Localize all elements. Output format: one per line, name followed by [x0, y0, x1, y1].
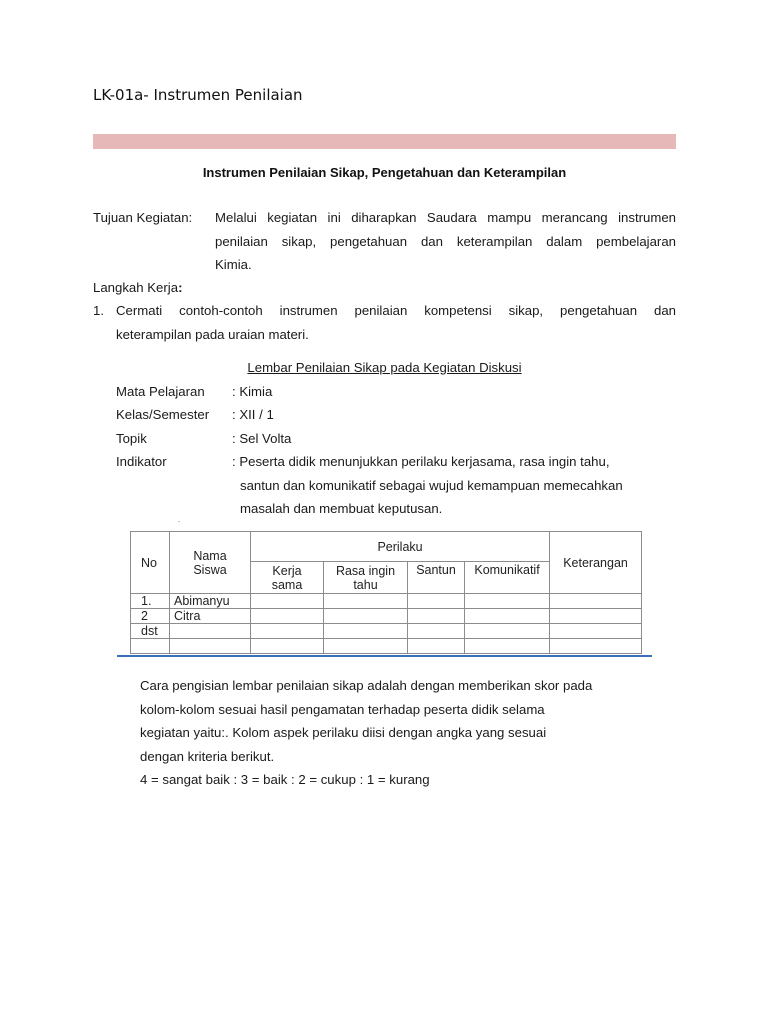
info-value-subject: : Kimia	[232, 384, 273, 399]
step-text	[116, 299, 676, 346]
cell-empty	[408, 609, 465, 624]
steps-label	[93, 276, 182, 300]
cell-empty	[324, 624, 408, 639]
col-teamwork	[251, 562, 324, 594]
col-no: No	[131, 532, 170, 594]
indicator-line: masalah dan membuat keputusan.	[240, 501, 443, 516]
note-line: kegiatan yaitu:. Kolom aspek perilaku diisi dengan angka yang sesuai	[140, 725, 547, 740]
col-name-line1: Nama	[193, 548, 227, 563]
info-label-indicator: Indikator	[116, 454, 167, 469]
section-title: Instrumen Penilaian Sikap, Pengetahuan dan Keterampilan	[202, 165, 567, 180]
col-teamwork-line1: Kerja	[272, 563, 302, 578]
cell-empty	[408, 624, 465, 639]
col-curiosity	[324, 562, 408, 594]
objective-line: Kimia.	[215, 257, 252, 272]
info-value-class: : XII / 1	[232, 407, 274, 422]
info-value-topic: : Sel Volta	[232, 431, 292, 446]
info-label-class: Kelas/Semester	[116, 407, 210, 422]
cell-empty	[324, 639, 408, 654]
cell-empty	[408, 639, 465, 654]
table-header-row	[131, 532, 642, 562]
attitude-table	[130, 531, 642, 654]
cell-empty	[251, 594, 324, 609]
step-line: Cermati contoh-contoh instrumen penilaian kompetensi sikap, pengetahuan dan	[116, 303, 676, 318]
col-politeness: Santun	[408, 562, 465, 594]
cell-empty	[465, 609, 550, 624]
cell-empty	[251, 609, 324, 624]
cell-name	[170, 639, 251, 654]
cell-empty	[550, 609, 642, 624]
col-remarks: Keterangan	[550, 532, 642, 594]
note-line: dengan kriteria berikut.	[140, 748, 275, 764]
info-label-subject: Mata Pelajaran	[116, 384, 205, 399]
col-name-line2: Siswa	[193, 562, 227, 577]
info-value-indicator	[232, 450, 672, 521]
cell-empty	[465, 624, 550, 639]
cell-name: Abimanyu	[170, 594, 251, 609]
scoring-note	[140, 674, 640, 792]
note-line: kolom-kolom sesuai hasil pengamatan terhadap peserta didik selama	[140, 701, 545, 717]
note-line: Cara pengisian lembar penilaian sikap adalah dengan memberikan skor pada	[140, 678, 593, 693]
cell-empty	[550, 639, 642, 654]
objective-line: penilaian sikap, pengetahuan dan keterampilan dalam pembelajaran	[215, 233, 676, 249]
cell-empty	[465, 639, 550, 654]
cell-empty	[408, 594, 465, 609]
objective-text	[215, 206, 676, 277]
col-behavior: Perilaku	[251, 532, 550, 562]
cell-no: 1.	[131, 594, 170, 609]
cell-empty	[251, 624, 324, 639]
step-number: 1.	[93, 303, 104, 318]
col-curiosity-line2: tahu	[353, 577, 378, 592]
step-line: keterampilan pada uraian materi.	[116, 326, 309, 342]
cell-empty	[251, 639, 324, 654]
cell-no	[131, 639, 170, 654]
cell-empty	[550, 594, 642, 609]
cell-empty	[550, 624, 642, 639]
indicator-line: santun dan komunikatif sebagai wujud kemampuan memecahkan	[240, 477, 623, 493]
cell-name	[170, 624, 251, 639]
col-teamwork-line2: sama	[271, 577, 303, 592]
col-curiosity-line1: Rasa ingin	[335, 563, 396, 578]
table-bottom-line	[117, 655, 652, 657]
cell-empty	[324, 594, 408, 609]
objective-label: Tujuan Kegiatan:	[93, 210, 193, 225]
indicator-line: : Peserta didik menunjukkan perilaku kerjasama, rasa ingin tahu,	[232, 454, 610, 469]
table-row	[131, 639, 642, 654]
document-title: LK-01a- Instrumen Penilaian	[93, 86, 303, 104]
objective-line: Melalui kegiatan ini diharapkan Saudara mampu merancang instrumen	[215, 210, 676, 225]
cell-empty	[465, 594, 550, 609]
info-label-topic: Topik	[116, 431, 147, 446]
col-name	[170, 532, 251, 594]
note-line: 4 = sangat baik : 3 = baik : 2 = cukup : 1 = kurang	[140, 772, 430, 787]
cell-no: dst	[131, 624, 170, 639]
cell-name: Citra	[170, 609, 251, 624]
accent-bar	[93, 134, 676, 149]
steps-label-colon: :	[178, 280, 183, 295]
stray-dot: .	[178, 515, 181, 524]
cell-empty	[324, 609, 408, 624]
steps-label-text: Langkah Kerja	[93, 280, 179, 295]
cell-no: 2	[131, 609, 170, 624]
col-communicative: Komunikatif	[465, 562, 550, 594]
table-row	[131, 594, 642, 609]
sheet-title: Lembar Penilaian Sikap pada Kegiatan Diskusi	[247, 360, 522, 375]
table-row	[131, 624, 642, 639]
table-row	[131, 609, 642, 624]
